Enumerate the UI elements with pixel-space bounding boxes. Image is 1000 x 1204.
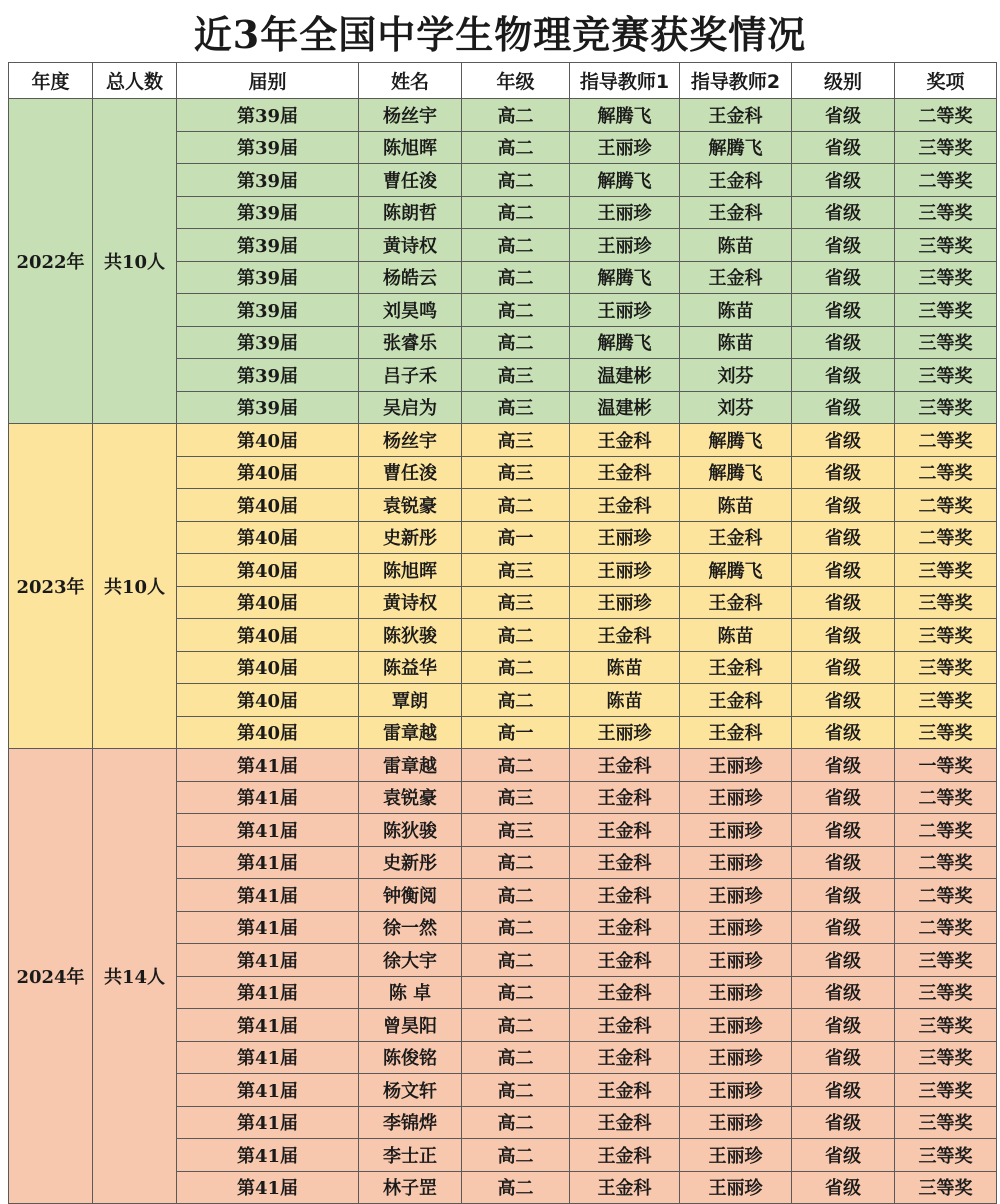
cell-name: 袁锐豪 (359, 489, 462, 522)
table-row (9, 749, 997, 782)
cell-teacher1: 解腾飞 (570, 326, 680, 359)
cell-grade: 高二 (462, 1139, 570, 1172)
cell-name: 曹任浚 (359, 456, 462, 489)
cell-name: 林子罡 (359, 1171, 462, 1204)
cell-teacher1: 王金科 (570, 1171, 680, 1204)
cell-award: 三等奖 (895, 1171, 997, 1204)
cell-name: 陈益华 (359, 651, 462, 684)
cell-teacher1: 王金科 (570, 619, 680, 652)
cell-grade: 高三 (462, 781, 570, 814)
cell-name: 雷章越 (359, 716, 462, 749)
cell-total: 共10人 (93, 99, 177, 424)
cell-grade: 高二 (462, 749, 570, 782)
cell-level: 省级 (792, 879, 895, 912)
cell-teacher1: 王金科 (570, 1074, 680, 1107)
cell-total: 共14人 (93, 749, 177, 1204)
cell-grade: 高三 (462, 391, 570, 424)
table-row (9, 424, 997, 457)
cell-grade: 高二 (462, 164, 570, 197)
cell-name: 雷章越 (359, 749, 462, 782)
cell-level: 省级 (792, 684, 895, 717)
cell-teacher1: 王金科 (570, 424, 680, 457)
cell-teacher2: 刘芬 (680, 391, 792, 424)
cell-award: 三等奖 (895, 229, 997, 262)
cell-award: 三等奖 (895, 326, 997, 359)
cell-session: 第39届 (177, 391, 359, 424)
cell-name: 张睿乐 (359, 326, 462, 359)
cell-teacher1: 王金科 (570, 944, 680, 977)
cell-name: 覃朗 (359, 684, 462, 717)
cell-name: 吕子禾 (359, 359, 462, 392)
cell-level: 省级 (792, 1041, 895, 1074)
cell-teacher2: 王金科 (680, 196, 792, 229)
cell-teacher2: 王丽珍 (680, 814, 792, 847)
cell-session: 第40届 (177, 716, 359, 749)
cell-level: 省级 (792, 1106, 895, 1139)
cell-award: 二等奖 (895, 911, 997, 944)
cell-grade: 高二 (462, 294, 570, 327)
cell-level: 省级 (792, 554, 895, 587)
cell-name: 刘昊鸣 (359, 294, 462, 327)
cell-grade: 高二 (462, 131, 570, 164)
cell-level: 省级 (792, 716, 895, 749)
cell-name: 陈俊铭 (359, 1041, 462, 1074)
cell-grade: 高三 (462, 456, 570, 489)
cell-level: 省级 (792, 359, 895, 392)
cell-level: 省级 (792, 261, 895, 294)
cell-teacher1: 温建彬 (570, 391, 680, 424)
cell-award: 三等奖 (895, 1041, 997, 1074)
header-row (9, 63, 997, 99)
cell-level: 省级 (792, 619, 895, 652)
cell-teacher1: 王丽珍 (570, 294, 680, 327)
cell-name: 杨丝宇 (359, 99, 462, 132)
cell-level: 省级 (792, 814, 895, 847)
cell-session: 第41届 (177, 976, 359, 1009)
cell-name: 袁锐豪 (359, 781, 462, 814)
cell-teacher2: 王金科 (680, 684, 792, 717)
cell-teacher1: 陈苗 (570, 651, 680, 684)
cell-teacher1: 王金科 (570, 1041, 680, 1074)
cell-award: 一等奖 (895, 749, 997, 782)
cell-level: 省级 (792, 229, 895, 262)
cell-level: 省级 (792, 944, 895, 977)
cell-teacher2: 陈苗 (680, 619, 792, 652)
cell-teacher1: 王金科 (570, 489, 680, 522)
cell-teacher2: 王丽珍 (680, 1041, 792, 1074)
cell-award: 二等奖 (895, 99, 997, 132)
cell-teacher2: 王丽珍 (680, 1009, 792, 1042)
header-total: 总人数 (93, 63, 177, 99)
cell-session: 第41届 (177, 1009, 359, 1042)
cell-teacher2: 王丽珍 (680, 1074, 792, 1107)
cell-award: 三等奖 (895, 944, 997, 977)
cell-name: 曾昊阳 (359, 1009, 462, 1042)
cell-session: 第41届 (177, 846, 359, 879)
cell-award: 三等奖 (895, 359, 997, 392)
cell-level: 省级 (792, 1009, 895, 1042)
cell-name: 陈旭晖 (359, 131, 462, 164)
cell-teacher2: 王丽珍 (680, 846, 792, 879)
cell-level: 省级 (792, 521, 895, 554)
cell-name: 陈狄骏 (359, 619, 462, 652)
cell-name: 杨丝宇 (359, 424, 462, 457)
cell-grade: 高二 (462, 99, 570, 132)
cell-level: 省级 (792, 911, 895, 944)
cell-grade: 高二 (462, 651, 570, 684)
cell-session: 第39届 (177, 196, 359, 229)
cell-session: 第39届 (177, 99, 359, 132)
cell-teacher2: 王金科 (680, 99, 792, 132)
cell-grade: 高二 (462, 619, 570, 652)
cell-teacher1: 王丽珍 (570, 586, 680, 619)
cell-award: 二等奖 (895, 781, 997, 814)
cell-level: 省级 (792, 1139, 895, 1172)
header-teacher2: 指导教师2 (680, 63, 792, 99)
cell-level: 省级 (792, 781, 895, 814)
cell-name: 黄诗权 (359, 586, 462, 619)
cell-teacher2: 刘芬 (680, 359, 792, 392)
cell-award: 二等奖 (895, 456, 997, 489)
cell-teacher2: 陈苗 (680, 489, 792, 522)
cell-name: 徐一然 (359, 911, 462, 944)
cell-session: 第40届 (177, 456, 359, 489)
cell-session: 第39届 (177, 131, 359, 164)
cell-teacher2: 王金科 (680, 164, 792, 197)
cell-grade: 高二 (462, 489, 570, 522)
cell-award: 三等奖 (895, 1009, 997, 1042)
cell-teacher2: 解腾飞 (680, 424, 792, 457)
cell-level: 省级 (792, 976, 895, 1009)
cell-name: 李锦烨 (359, 1106, 462, 1139)
cell-name: 陈旭晖 (359, 554, 462, 587)
cell-level: 省级 (792, 164, 895, 197)
awards-table (8, 62, 997, 1204)
cell-session: 第40届 (177, 651, 359, 684)
cell-name: 杨皓云 (359, 261, 462, 294)
cell-grade: 高二 (462, 1009, 570, 1042)
cell-name: 史新彤 (359, 521, 462, 554)
cell-award: 二等奖 (895, 164, 997, 197)
cell-level: 省级 (792, 651, 895, 684)
cell-session: 第40届 (177, 424, 359, 457)
cell-teacher2: 解腾飞 (680, 554, 792, 587)
cell-session: 第39届 (177, 164, 359, 197)
cell-grade: 高二 (462, 976, 570, 1009)
cell-year: 2024年 (9, 749, 93, 1204)
cell-teacher1: 王丽珍 (570, 131, 680, 164)
cell-name: 徐大宇 (359, 944, 462, 977)
cell-teacher2: 王丽珍 (680, 976, 792, 1009)
cell-session: 第40届 (177, 489, 359, 522)
cell-teacher1: 王金科 (570, 749, 680, 782)
cell-award: 三等奖 (895, 131, 997, 164)
cell-award: 三等奖 (895, 1106, 997, 1139)
cell-grade: 高二 (462, 1171, 570, 1204)
cell-year: 2022年 (9, 99, 93, 424)
cell-level: 省级 (792, 131, 895, 164)
header-session: 届别 (177, 63, 359, 99)
cell-teacher2: 王丽珍 (680, 1139, 792, 1172)
cell-level: 省级 (792, 196, 895, 229)
cell-grade: 高一 (462, 716, 570, 749)
cell-award: 三等奖 (895, 391, 997, 424)
cell-session: 第41届 (177, 1106, 359, 1139)
cell-award: 二等奖 (895, 879, 997, 912)
cell-teacher2: 解腾飞 (680, 131, 792, 164)
page-title: 近3年全国中学生物理竞赛获奖情况 (193, 11, 807, 57)
cell-teacher1: 王金科 (570, 456, 680, 489)
cell-award: 三等奖 (895, 651, 997, 684)
cell-award: 三等奖 (895, 684, 997, 717)
cell-teacher2: 王丽珍 (680, 911, 792, 944)
cell-session: 第40届 (177, 684, 359, 717)
cell-award: 三等奖 (895, 196, 997, 229)
cell-level: 省级 (792, 1171, 895, 1204)
header-teacher1: 指导教师1 (570, 63, 680, 99)
cell-teacher1: 温建彬 (570, 359, 680, 392)
cell-award: 三等奖 (895, 976, 997, 1009)
cell-teacher1: 王金科 (570, 976, 680, 1009)
cell-teacher2: 王丽珍 (680, 879, 792, 912)
cell-teacher1: 解腾飞 (570, 99, 680, 132)
cell-teacher1: 王金科 (570, 814, 680, 847)
cell-teacher2: 解腾飞 (680, 456, 792, 489)
cell-grade: 高二 (462, 1106, 570, 1139)
cell-teacher1: 王金科 (570, 1139, 680, 1172)
cell-award: 三等奖 (895, 716, 997, 749)
cell-level: 省级 (792, 294, 895, 327)
cell-award: 三等奖 (895, 1074, 997, 1107)
cell-session: 第40届 (177, 619, 359, 652)
cell-level: 省级 (792, 1074, 895, 1107)
cell-teacher2: 王金科 (680, 651, 792, 684)
cell-teacher1: 王丽珍 (570, 196, 680, 229)
cell-award: 二等奖 (895, 521, 997, 554)
cell-level: 省级 (792, 489, 895, 522)
cell-award: 二等奖 (895, 814, 997, 847)
cell-teacher1: 解腾飞 (570, 261, 680, 294)
cell-award: 二等奖 (895, 424, 997, 457)
cell-name: 吴启为 (359, 391, 462, 424)
cell-session: 第41届 (177, 1139, 359, 1172)
cell-level: 省级 (792, 586, 895, 619)
cell-session: 第40届 (177, 586, 359, 619)
cell-teacher2: 王丽珍 (680, 1171, 792, 1204)
cell-teacher1: 解腾飞 (570, 164, 680, 197)
cell-level: 省级 (792, 424, 895, 457)
cell-session: 第41届 (177, 944, 359, 977)
cell-grade: 高二 (462, 196, 570, 229)
cell-year: 2023年 (9, 424, 93, 749)
cell-session: 第41届 (177, 1074, 359, 1107)
header-name: 姓名 (359, 63, 462, 99)
cell-grade: 高三 (462, 814, 570, 847)
cell-teacher2: 王金科 (680, 521, 792, 554)
cell-teacher1: 王丽珍 (570, 229, 680, 262)
cell-session: 第41届 (177, 781, 359, 814)
table-row (9, 99, 997, 132)
cell-teacher2: 王丽珍 (680, 749, 792, 782)
cell-session: 第40届 (177, 521, 359, 554)
cell-name: 陈朗哲 (359, 196, 462, 229)
cell-teacher2: 王金科 (680, 261, 792, 294)
cell-grade: 高二 (462, 261, 570, 294)
cell-teacher2: 王丽珍 (680, 781, 792, 814)
cell-teacher2: 王金科 (680, 586, 792, 619)
cell-grade: 高二 (462, 229, 570, 262)
cell-session: 第41届 (177, 879, 359, 912)
cell-teacher1: 王金科 (570, 846, 680, 879)
cell-teacher2: 陈苗 (680, 326, 792, 359)
cell-name: 杨文轩 (359, 1074, 462, 1107)
cell-session: 第41届 (177, 749, 359, 782)
cell-teacher1: 王丽珍 (570, 521, 680, 554)
cell-teacher2: 陈苗 (680, 229, 792, 262)
cell-award: 三等奖 (895, 294, 997, 327)
cell-name: 史新彤 (359, 846, 462, 879)
cell-level: 省级 (792, 846, 895, 879)
cell-teacher1: 王金科 (570, 911, 680, 944)
cell-name: 陈狄骏 (359, 814, 462, 847)
cell-grade: 高二 (462, 1074, 570, 1107)
header-grade: 年级 (462, 63, 570, 99)
cell-teacher1: 王丽珍 (570, 554, 680, 587)
cell-level: 省级 (792, 749, 895, 782)
header-level: 级别 (792, 63, 895, 99)
cell-name: 曹任浚 (359, 164, 462, 197)
cell-session: 第39届 (177, 294, 359, 327)
cell-grade: 高二 (462, 879, 570, 912)
cell-award: 三等奖 (895, 554, 997, 587)
cell-award: 三等奖 (895, 261, 997, 294)
cell-teacher1: 王丽珍 (570, 716, 680, 749)
cell-grade: 高三 (462, 586, 570, 619)
cell-award: 三等奖 (895, 619, 997, 652)
cell-session: 第39届 (177, 359, 359, 392)
cell-teacher2: 陈苗 (680, 294, 792, 327)
cell-teacher1: 陈苗 (570, 684, 680, 717)
cell-total: 共10人 (93, 424, 177, 749)
cell-session: 第39届 (177, 229, 359, 262)
cell-grade: 高二 (462, 326, 570, 359)
cell-session: 第41届 (177, 1041, 359, 1074)
cell-session: 第41届 (177, 814, 359, 847)
cell-grade: 高二 (462, 684, 570, 717)
cell-level: 省级 (792, 99, 895, 132)
cell-teacher1: 王金科 (570, 879, 680, 912)
cell-level: 省级 (792, 456, 895, 489)
cell-level: 省级 (792, 391, 895, 424)
cell-grade: 高三 (462, 424, 570, 457)
cell-award: 二等奖 (895, 846, 997, 879)
cell-name: 黄诗权 (359, 229, 462, 262)
cell-session: 第41届 (177, 911, 359, 944)
cell-grade: 高二 (462, 944, 570, 977)
cell-teacher2: 王丽珍 (680, 944, 792, 977)
cell-session: 第39届 (177, 261, 359, 294)
cell-award: 二等奖 (895, 489, 997, 522)
cell-award: 三等奖 (895, 586, 997, 619)
cell-grade: 高二 (462, 846, 570, 879)
header-award: 奖项 (895, 63, 997, 99)
cell-grade: 高二 (462, 1041, 570, 1074)
cell-session: 第41届 (177, 1171, 359, 1204)
cell-award: 三等奖 (895, 1139, 997, 1172)
cell-session: 第40届 (177, 554, 359, 587)
cell-teacher2: 王金科 (680, 716, 792, 749)
cell-name: 钟衡阅 (359, 879, 462, 912)
cell-teacher2: 王丽珍 (680, 1106, 792, 1139)
cell-teacher1: 王金科 (570, 1009, 680, 1042)
cell-session: 第39届 (177, 326, 359, 359)
header-year: 年度 (9, 63, 93, 99)
cell-grade: 高三 (462, 359, 570, 392)
cell-name: 李士正 (359, 1139, 462, 1172)
cell-grade: 高三 (462, 554, 570, 587)
cell-grade: 高二 (462, 911, 570, 944)
cell-grade: 高一 (462, 521, 570, 554)
cell-name: 陈 卓 (359, 976, 462, 1009)
cell-teacher1: 王金科 (570, 781, 680, 814)
cell-level: 省级 (792, 326, 895, 359)
cell-teacher1: 王金科 (570, 1106, 680, 1139)
